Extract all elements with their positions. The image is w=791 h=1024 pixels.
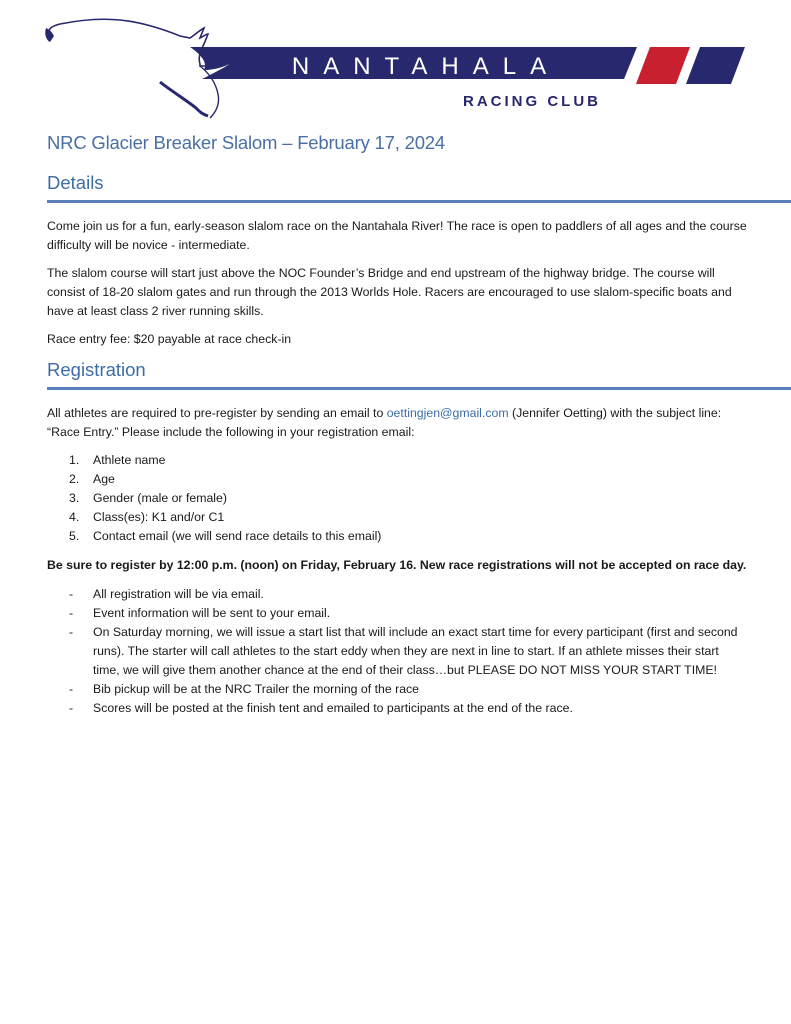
list-number: 4. <box>69 510 80 524</box>
registration-heading: Registration <box>47 359 146 380</box>
document-title: NRC Glacier Breaker Slalom – February 17, 2024 <box>47 132 445 153</box>
details-paragraph: The slalom course will start just above the NOC Founder’s Bridge and end upstream of the highway bridge. The course will consist of 18-20 slalom gates and run through the 2013 Worlds Hole. Racers are encouraged to use slalom-specific boats and have at least class 2 river running skills. <box>47 266 732 318</box>
list-number: 2. <box>69 472 80 486</box>
logo-red-stripe <box>636 47 690 84</box>
list-text: Scores will be posted at the finish tent and emailed to participants at the end of the race. <box>93 701 573 715</box>
list-text: All registration will be via email. <box>93 587 264 601</box>
details-paragraph: Come join us for a fun, early-season slalom race on the Nantahala River! The race is open to paddlers of all ages and the course difficulty will be novice - intermediate. <box>47 219 747 252</box>
logo-navy-stripe <box>686 47 745 84</box>
list-text: Contact email (we will send race details to this email) <box>93 529 382 543</box>
intro-text: All athletes are required to pre-register by sending an email to <box>47 406 387 420</box>
required-info-list <box>47 451 791 546</box>
details-heading: Details <box>47 172 104 193</box>
list-item <box>47 508 791 527</box>
list-text: Gender (male or female) <box>93 491 227 505</box>
list-text: On Saturday morning, we will issue a start list that will include an exact start time for every participant (first and second runs). The starter will call athletes to the start eddy when they are next in line to start. If an athlete misses their start time, we will give them another chance at the end of their class…but PLEASE DO NOT MISS YOUR START TIME! <box>93 625 738 677</box>
logo-subtitle: RACING CLUB <box>463 93 601 110</box>
list-item <box>47 451 791 470</box>
list-text: Age <box>93 472 115 486</box>
dash-bullet: - <box>69 606 74 620</box>
list-item <box>47 604 747 623</box>
list-number: 3. <box>69 491 80 505</box>
list-item <box>47 699 747 718</box>
rhino-head-icon <box>45 19 218 118</box>
list-text: Event information will be sent to your email. <box>93 606 331 620</box>
list-text: Athlete name <box>93 453 166 467</box>
deadline-notice: Be sure to register by 12:00 p.m. (noon) on Friday, February 16. New race registrations will not be accepted on race day. <box>47 558 747 572</box>
dash-bullet: - <box>69 587 74 601</box>
logo-wordmark: NANTAHALA <box>291 53 561 80</box>
list-item <box>47 585 747 604</box>
list-number: 5. <box>69 529 80 543</box>
registration-notes-list <box>47 585 747 718</box>
entry-fee-paragraph: Race entry fee: $20 payable at race check-in <box>47 332 292 346</box>
registration-intro <box>47 404 747 442</box>
list-item <box>47 680 747 699</box>
list-item <box>47 527 791 546</box>
list-item <box>47 470 791 489</box>
list-text: Bib pickup will be at the NRC Trailer the morning of the race <box>93 682 420 696</box>
nantahala-racing-club-logo <box>40 14 760 120</box>
email-link[interactable]: oettingjen@gmail.com <box>386 406 509 420</box>
list-text: Class(es): K1 and/or C1 <box>93 510 225 524</box>
document-body <box>47 128 791 718</box>
dash-bullet: - <box>69 682 74 696</box>
dash-bullet: - <box>69 625 74 639</box>
list-number: 1. <box>69 453 80 467</box>
list-item <box>47 489 791 508</box>
list-item <box>47 623 747 680</box>
intro-text: (Jennifer Oetting) with the subject line: “Race Entry.” Please include the following in your registration email: <box>47 406 722 439</box>
dash-bullet: - <box>69 701 74 715</box>
